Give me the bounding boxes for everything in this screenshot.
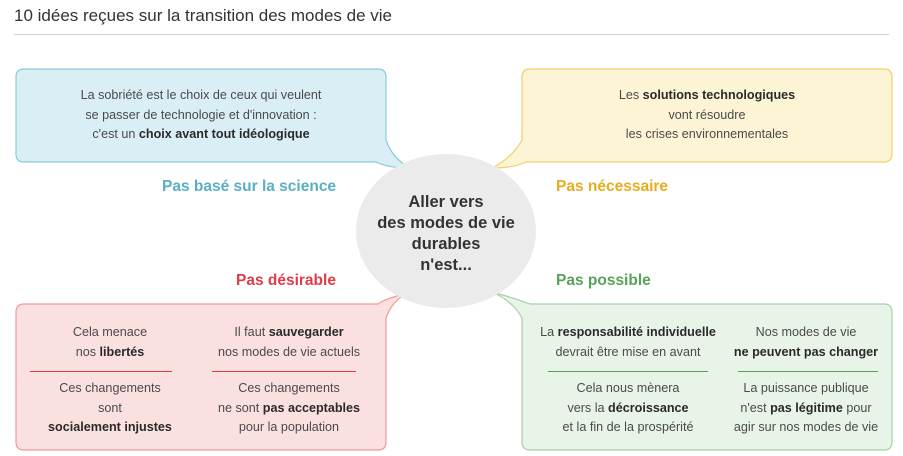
red-tr-emphasis: sauvegarder (268, 325, 344, 339)
red-br-line3: pour la population (238, 420, 340, 434)
green-br-line3: agir sur nos modes de vie (733, 420, 879, 434)
green-tl-line1-text: La (540, 325, 558, 339)
green-tl-emphasis: responsabilité individuelle (557, 325, 716, 339)
green-br-line1: La puissance publique (743, 381, 869, 395)
green-tl-line1 (526, 323, 730, 343)
green-tr-line2 (720, 343, 892, 363)
red-bl-line1: Ces changements (59, 381, 161, 395)
red-br-line2-text: ne sont (217, 400, 263, 415)
green-br-line2-tail: pour (842, 400, 872, 415)
yellow-panel-line1 (522, 86, 892, 106)
green-divider-left (548, 371, 708, 372)
red-cell-top-right (196, 323, 382, 362)
yellow-panel-line2: vont résoudre (668, 107, 746, 122)
green-br-emphasis: pas légitime (770, 400, 843, 415)
green-bl-line2-text: vers la (567, 400, 609, 415)
center-line2: des modes de vie (377, 214, 515, 232)
green-cell-bottom-right (720, 379, 892, 438)
green-tr-line1: Nos modes de vie (755, 325, 857, 339)
red-tl-line2-text: nos (75, 344, 100, 359)
category-science-label: Pas basé sur la science (162, 178, 337, 195)
diagram-title: 10 idées reçues sur la transition des modes de vie (14, 6, 392, 25)
red-br-emphasis: pas acceptables (262, 400, 361, 415)
green-cell-top-left (526, 323, 730, 362)
center-line4: n'est... (420, 256, 472, 274)
red-bl-emphasis: socialement injustes (48, 420, 172, 434)
green-cell-top-right (720, 323, 892, 362)
blue-panel-line3-text: c'est un (92, 127, 139, 141)
red-cell-bottom-left (20, 379, 200, 438)
blue-panel-line2: se passer de technologie et d'innovation : (85, 107, 317, 122)
green-divider-right (738, 371, 878, 372)
red-cell-bottom-right (196, 379, 382, 438)
red-br-line2 (196, 399, 382, 419)
green-cell-bottom-left (526, 379, 730, 438)
red-tl-emphasis: libertés (99, 344, 145, 359)
red-tr-line2: nos modes de vie actuels (217, 344, 361, 359)
red-bl-line3 (20, 418, 200, 438)
yellow-panel-line1-text: Les (618, 88, 643, 102)
red-tr-line1-text: Il faut (234, 325, 269, 339)
green-bl-line2 (526, 399, 730, 419)
green-tl-line2: devrait être mise en avant (555, 344, 701, 359)
red-divider-left (30, 371, 172, 372)
category-possible-label: Pas possible (556, 272, 651, 289)
blue-panel-emphasis: choix avant tout idéologique (138, 127, 310, 141)
category-desirable-label: Pas désirable (236, 272, 336, 289)
red-tr-line1 (196, 323, 382, 343)
green-bl-emphasis: décroissance (608, 400, 689, 415)
red-br-line1: Ces changements (238, 381, 340, 395)
center-line1: Aller vers (408, 193, 484, 211)
blue-panel-line1: La sobriété est le choix de ceux qui veulent (80, 88, 322, 102)
red-cell-top-left (20, 323, 200, 362)
center-label (356, 192, 536, 276)
green-br-line2-text: n'est (740, 400, 771, 415)
blue-panel-line3 (16, 125, 386, 145)
yellow-panel-emphasis: solutions technologiques (642, 88, 796, 102)
red-tl-line2 (20, 343, 200, 363)
category-necessaire-label: Pas nécessaire (556, 178, 669, 195)
green-br-line2 (720, 399, 892, 419)
blue-panel-text (16, 86, 386, 145)
yellow-panel-text (522, 86, 892, 145)
green-tr-emphasis: ne peuvent pas changer (733, 344, 879, 359)
red-tl-line1: Cela menace (72, 325, 148, 339)
yellow-panel-line3: les crises environnementales (625, 127, 789, 141)
red-bl-line2: sont (98, 400, 122, 415)
green-bl-line3: et la fin de la prospérité (562, 420, 694, 434)
green-bl-line1: Cela nous mènera (576, 381, 680, 395)
center-line3: durables (411, 235, 481, 253)
red-divider-right (212, 371, 356, 372)
